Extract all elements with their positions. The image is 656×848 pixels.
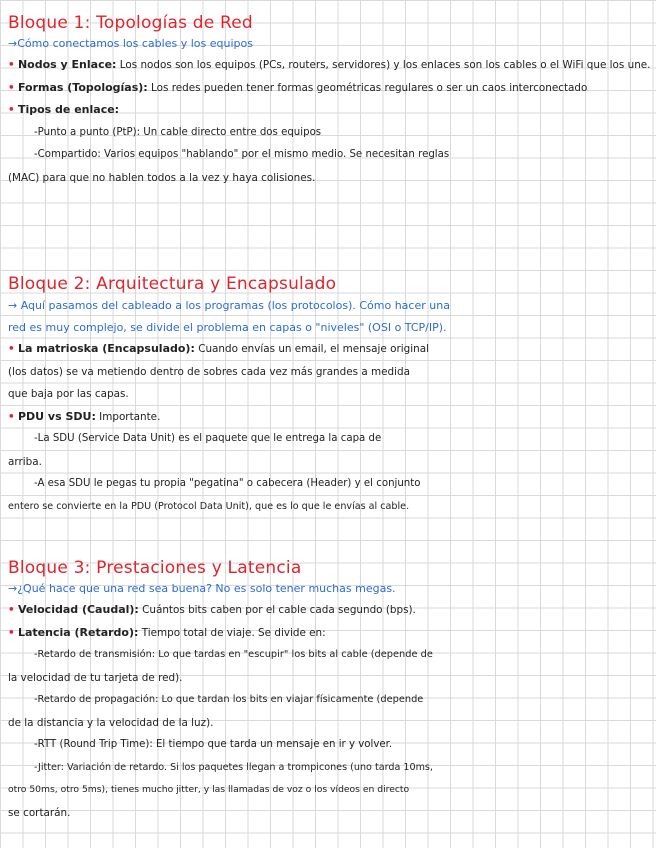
velocidad-label: Velocidad (Caudal): — [17, 603, 139, 616]
bullet-latencia — [8, 622, 652, 645]
matrioska-label: La matrioska (Encapsulado): — [17, 342, 195, 355]
block-2-title: Bloque 2: Arquitectura y Encapsulado — [8, 274, 337, 294]
latencia-text: Tiempo total de viaje. Se divide en: — [141, 626, 326, 639]
nodos-text: Los nodos son los equipos (PCs, routers, servidores) y los enlaces son los cables o el WiFi que los une. — [119, 59, 651, 71]
block-2-subtitle-1: → Aquí pasamos del cableado a los programas (los protocolos). Cómo hacer una — [8, 299, 450, 312]
pdu-label: PDU vs SDU: — [17, 409, 96, 423]
formas-text: Los redes pueden tener formas geométricas regulares o ser un caos interconectado — [151, 81, 588, 94]
block-1 — [8, 12, 652, 189]
velocidad-text: Cuántos bits caben por el cable cada segundo (bps). — [142, 604, 416, 616]
bullet-velocidad — [8, 599, 652, 622]
jitter-line-3: se cortarán. — [8, 806, 71, 819]
matrioska-line-2: (los datos) se va metiendo dentro de sobres cada vez más grandes a medida — [8, 365, 410, 378]
bullet-dot: • — [8, 104, 15, 116]
block-3-subtitle: →¿Qué hace que una red sea buena? No es solo tener muchas megas. — [8, 582, 396, 595]
matrioska-text-1: Cuando envías un email, el mensaje original — [198, 343, 429, 355]
bullet-dot: • — [8, 59, 15, 71]
compartido-line-2: (MAC) para que no hablen todos a la vez y haya colisiones. — [8, 171, 316, 184]
block-2-subtitle-2: red es muy complejo, se divide el problema en capas o "niveles" (OSI o TCP/IP). — [8, 320, 447, 334]
block-1-subtitle: →Cómo conectamos los cables y los equipos — [8, 37, 253, 50]
rtt-line: -RTT (Round Trip Time): El tiempo que tarda un mensaje en ir y volver. — [34, 739, 393, 750]
block-2 — [8, 273, 652, 518]
block-3-title: Bloque 3: Prestaciones y Latencia — [8, 558, 302, 578]
bullet-dot: • — [8, 343, 15, 355]
sdu-line-2: arriba. — [8, 455, 42, 468]
latencia-label: Latencia (Retardo): — [17, 625, 139, 639]
propagacion-line-1: -Retardo de propagación: Lo que tardan los bits en viajar físicamente (depende — [34, 694, 424, 705]
block-3 — [8, 557, 652, 824]
bullet-dot: • — [8, 626, 15, 639]
pdu-line-2: entero se convierte en la PDU (Protocol Data Unit), que es lo que le envías al cable. — [8, 500, 410, 512]
bullet-formas — [8, 77, 652, 100]
tipos-label: Tipos de enlace: — [17, 103, 120, 116]
nodos-label: Nodos y Enlace: — [17, 58, 117, 71]
jitter-line-1: -Jitter: Variación de retardo. Si los paquetes llegan a trompicones (uno tarda 10ms, — [34, 761, 433, 773]
transmision-line-1: -Retardo de transmisión: Lo que tardas en "escupir" los bits al cable (depende de — [34, 649, 433, 660]
pdu-line-1: -A esa SDU le pegas tu propia "pegatina" o cabecera (Header) y el conjunto — [34, 478, 421, 489]
bullet-matrioska — [8, 338, 652, 361]
jitter-line-2: otro 50ms, otro 5ms), tienes mucho jitter, y las llamadas de voz o los vídeos en directo — [8, 784, 410, 795]
sdu-line-1: -La SDU (Service Data Unit) es el paquete que le entrega la capa de — [34, 433, 382, 444]
bullet-dot: • — [8, 604, 15, 616]
formas-label: Formas (Topologías): — [17, 80, 148, 94]
bullet-tipos — [8, 99, 652, 122]
propagacion-line-2: de la distancia y la velocidad de la luz). — [8, 716, 214, 729]
bullet-dot: • — [8, 410, 15, 423]
ptp-line: -Punto a punto (PtP): Un cable directo entre dos equipos — [34, 126, 322, 138]
bullet-pdu — [8, 406, 652, 429]
bullet-nodos — [8, 54, 652, 77]
bullet-dot: • — [8, 81, 15, 94]
pdu-text: Importante. — [99, 410, 161, 423]
block-1-title: Bloque 1: Topologías de Red — [8, 13, 253, 33]
matrioska-line-3: que baja por las capas. — [8, 388, 129, 400]
compartido-line-1: -Compartido: Varios equipos "hablando" por el mismo medio. Se necesitan reglas — [34, 149, 450, 160]
transmision-line-2: la velocidad de tu tarjeta de red). — [8, 671, 183, 684]
